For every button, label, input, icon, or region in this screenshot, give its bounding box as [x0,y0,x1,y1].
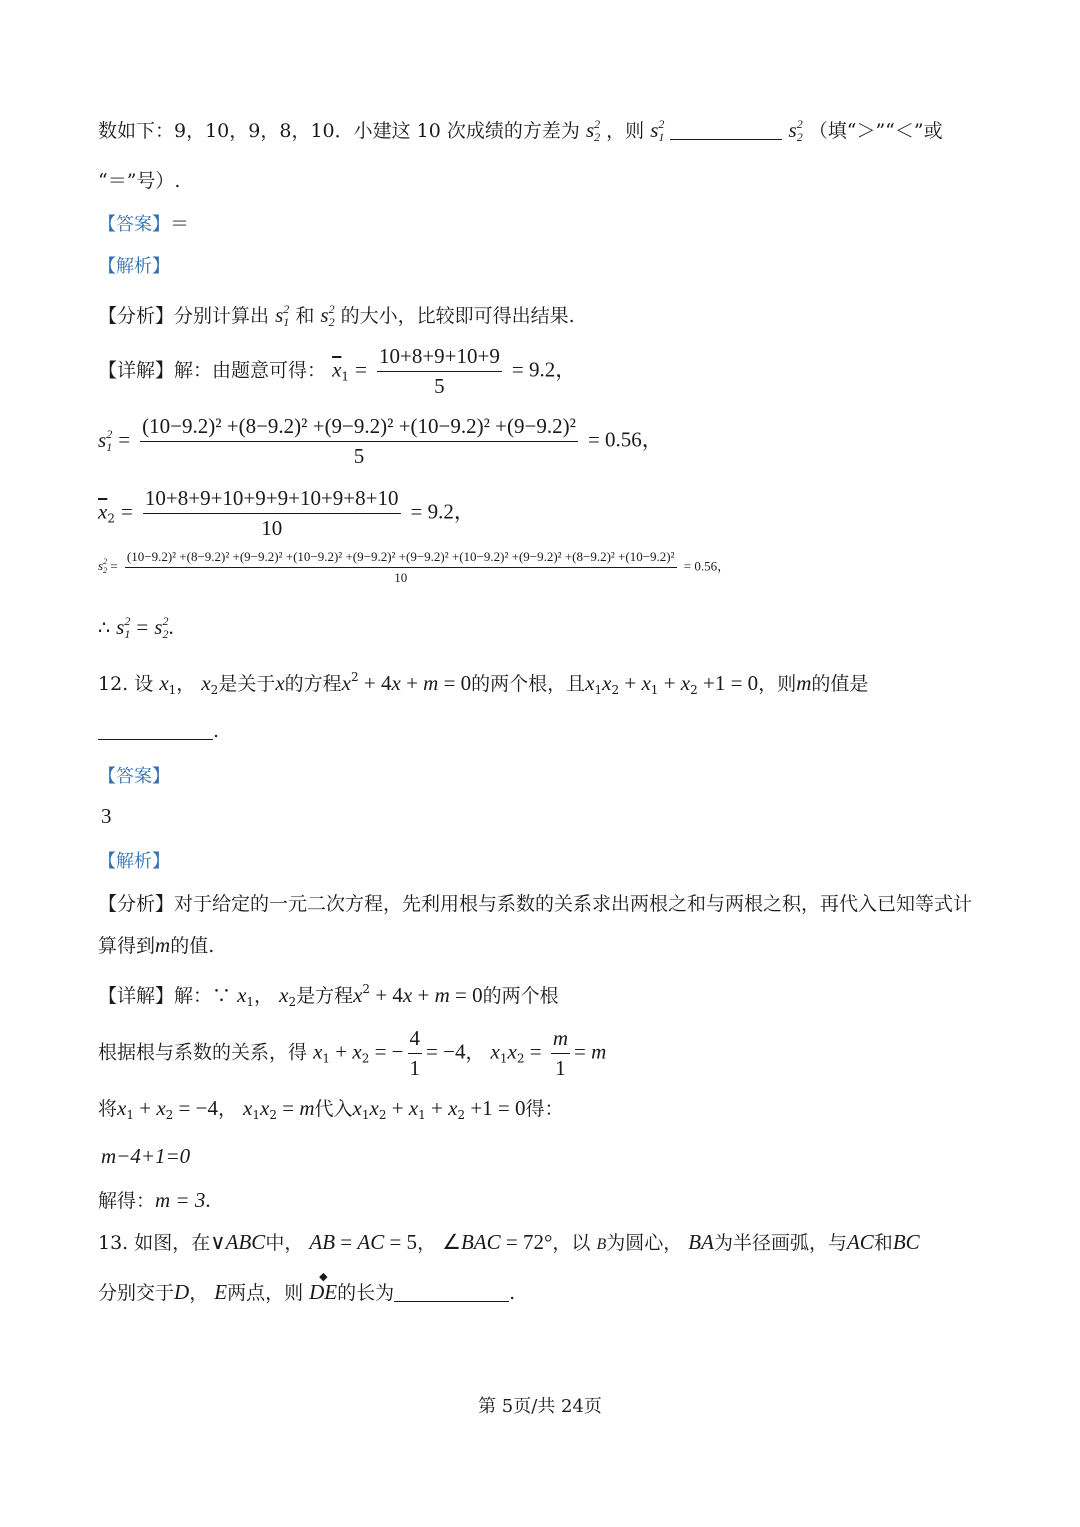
mean1-fraction: $\frac{10+8+9+10+9}{5}$ [378,344,500,398]
q11-var1: $s_1^2$ = $\frac{\text{(10−9.2)² +(8−9.2)² +(9−9.2)² +(10−9.2)² +(9−9.2)²}}{5}$ = 0.56， [98,414,663,468]
q12-stem: 12. 设 $x_1$， $x_2$是关于x的方程$x^2 + 4x + m = 0$的两个根，且$x_1x_2 + x_1 + x_2 +1 = 0$，则m的值是 [98,670,869,697]
q12-detail-4: m−4+1=0 [101,1144,191,1168]
q11-analysis-tag: 【解析】 [98,256,170,277]
mean2-fraction: $\frac{10+8+9+10+9+9+10+9+8+10}{10}$ [144,486,399,540]
q11-mean2: $\overline{x}_2$ = $\frac{10+8+9+10+9+9+10+9+8+10}{10}$ = 9.2， [98,486,475,540]
q11-var2: $s_2^2$ = (10−9.2)² +(8−9.2)² +(9−9.2)² +(10−9.2)² +(9−9.2)² +(9−9.2)² +(10−9.2)² +(9−9.2)² +(8−9.2)² +(10−9.2)² 10 = 0.56， [98,549,731,585]
q13-line1: 13. 如图，在∨ABC中， AB = AC = 5， ∠BAC = 72°，以 B为圆心， BA为半径画弧，与AC和BC [98,1230,920,1254]
q11-line2: “＝”号）. [98,170,181,192]
q11-line1: 数如下：9，10，9，8，10．小建这 10 次成绩的方差为 $s_2^2$ ，则 $s_1^2$ $s_2^2$ （填“＞”“＜”或 [98,117,943,144]
q12-detail-2: 根据根与系数的关系，得 $x_1 + x_2$ = − $\frac{4}{1}$ = −4， $x_1x_2$ = $\frac{m}{1}$ = m [98,1026,607,1080]
arc-DE: ◆ DE [309,1270,338,1304]
q12-analysis-tag: 【解析】 [98,851,170,872]
answer-blank[interactable] [670,121,782,140]
q13-line2: 分别交于D， E两点，则 ◆ DE的长为 . [98,1270,516,1304]
answer-blank[interactable] [98,721,213,740]
q12-detail-1: 【详解】解：∵ $x_1$， $x_2$是方程$x^2 + 4x + m = 0$的两个根 [98,982,559,1009]
q12-detail-5: 解得：m = 3. [98,1188,211,1212]
q11-conclusion: ∴ $s_1^2 = s_2^2$. [98,614,174,641]
q12-fenxi-line1: 【分析】对于给定的一元二次方程，先利用根与系数的关系求出两根之和与两根之积，再代入已知等式计 [98,893,973,915]
var1-fraction: $\frac{\text{(10−9.2)² +(8−9.2)² +(9−9.2)² +(10−9.2)² +(9−9.2)²}}{5}$ [142,414,576,468]
q11-answer: 【答案】＝ [98,213,190,235]
q12-fenxi-line2: 算得到m的值. [98,933,215,957]
q12-detail-3: 将$x_1 + x_2 = -4$， $x_1x_2 = m$代入$x_1x_2 + x_1 + x_2 +1 = 0$得： [98,1096,564,1122]
q11-fenxi: 【分析】分别计算出 $s_1^2$ 和 $s_2^2$ 的大小，比较即可得出结果. [98,302,575,329]
q12-blank-line: . [98,720,219,742]
q12-answer: 3 [101,804,112,828]
q11-detail-mean1: 【详解】解：由题意可得： $\overline{x}_1$ = $\frac{10+8+9+10+9}{5}$ = 9.2， [98,344,577,398]
var2-fraction: (10−9.2)² +(8−9.2)² +(9−9.2)² +(10−9.2)² +(9−9.2)² +(9−9.2)² +(10−9.2)² +(9−9.2)² +(8−9.2)² +(10−9.2)² 10 [126,549,675,585]
q12-answer-tag: 【答案】 [98,766,170,787]
page-footer: 第 5页/共 24页 [478,1396,602,1417]
answer-blank[interactable] [394,1283,509,1302]
